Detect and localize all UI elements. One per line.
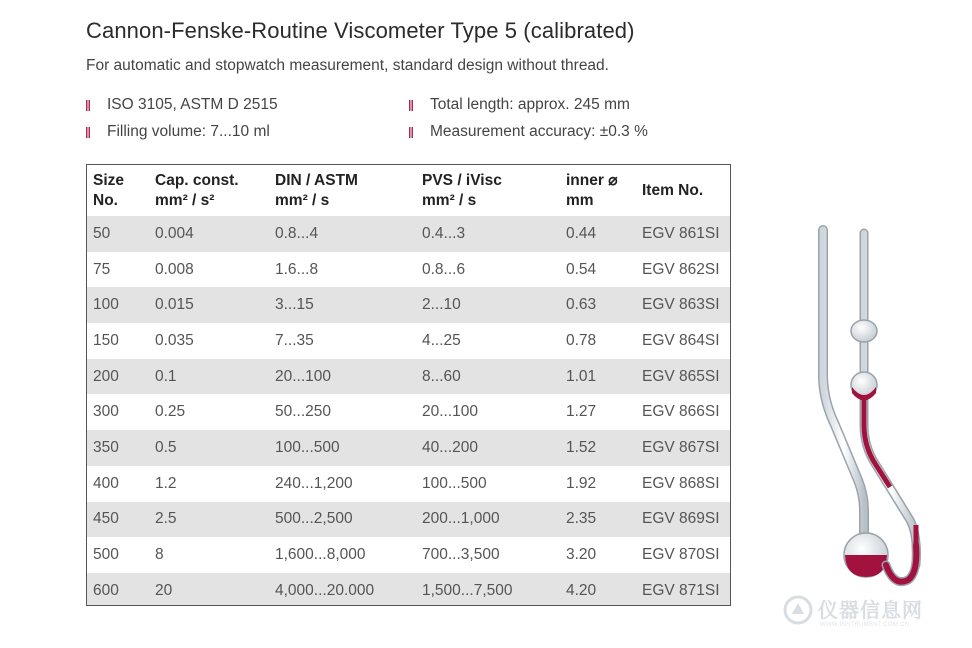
cell-size: 50 [87,216,155,252]
cell-size: 300 [93,403,119,421]
cell-inner-diameter: 0.63 [566,287,642,323]
table-row [87,323,730,359]
cell-din-astm: 1.6...8 [275,260,319,278]
spec-text: ISO 3105, ASTM D 2515 [107,96,278,113]
table-header-row [87,165,730,216]
cell-din-astm: 20...100 [275,359,422,395]
cell-cap-const: 0.5 [155,430,275,466]
cell-din-astm: 4,000...20.000 [275,573,422,606]
cell-din-astm: 50...250 [275,403,332,421]
cell-item-no: EGV 864SI [642,331,720,349]
table-row [87,359,730,395]
cell-size: 350 [87,430,155,466]
bullet-icon [409,100,413,111]
cell-cap-const: 0.004 [155,216,275,252]
cell-cap-const: 0.035 [155,331,194,349]
table-row [87,216,730,252]
table-row [87,466,730,502]
cell-item-no: EGV 865SI [642,359,730,395]
cell-inner-diameter: 2.35 [566,502,642,538]
cell-cap-const: 20 [155,573,275,606]
header-size: Size No. [93,172,125,209]
spec-item [82,96,278,114]
cell-size: 100 [87,287,155,323]
cell-pvs-ivisc: 2...10 [422,287,566,323]
cell-item-no: EGV 868SI [642,474,720,492]
cell-pvs-ivisc: 200...1,000 [422,502,566,538]
cell-inner-diameter: 3.20 [566,546,597,564]
cell-pvs-ivisc: 0.8...6 [422,260,466,278]
cell-item-no: EGV 869SI [642,502,730,538]
table-row [87,287,730,323]
cell-inner-diameter: 0.78 [566,331,597,349]
cell-inner-diameter: 1.27 [566,403,597,421]
cell-item-no: EGV 862SI [642,260,720,278]
watermark [782,592,962,638]
cell-cap-const: 1.2 [155,474,177,492]
cell-cap-const: 0.1 [155,359,275,395]
cell-size: 400 [93,474,119,492]
cell-size: 75 [93,260,111,278]
cell-pvs-ivisc: 8...60 [422,359,566,395]
table-row [87,394,730,430]
header-item-no: Item No. [642,182,704,199]
cell-pvs-ivisc: 40...200 [422,430,566,466]
table-body [87,216,730,606]
table-row [87,252,730,288]
cell-inner-diameter: 1.01 [566,359,642,395]
cell-din-astm: 240...1,200 [275,474,353,492]
cell-din-astm: 7...35 [275,331,314,349]
cell-din-astm: 0.8...4 [275,216,422,252]
cell-item-no: EGV 870SI [642,546,720,564]
cell-cap-const: 8 [155,546,164,564]
cell-pvs-ivisc: 100...500 [422,474,487,492]
cell-item-no: EGV 863SI [642,287,730,323]
cell-size: 500 [93,546,119,564]
table-row [87,430,730,466]
header-inner-diameter: inner ⌀ mm [566,172,618,209]
spec-text: Filling volume: 7...10 ml [107,123,270,140]
spec-item [405,96,630,114]
cell-din-astm: 1,600...8,000 [275,546,366,564]
spec-item [82,123,270,141]
cell-din-astm: 3...15 [275,287,422,323]
cell-size: 200 [87,359,155,395]
cell-cap-const: 0.25 [155,403,186,421]
cell-inner-diameter: 1.92 [566,474,597,492]
cell-size: 150 [93,331,119,349]
watermark-subtext: WWW.INSTRUMENT.COM.CN [820,622,910,628]
cell-pvs-ivisc: 4...25 [422,331,461,349]
cell-size: 450 [87,502,155,538]
cell-inner-diameter: 1.52 [566,430,642,466]
spec-text: Measurement accuracy: ±0.3 % [430,123,648,140]
viscometer-illustration [790,225,940,595]
cell-item-no: EGV 871SI [642,573,730,606]
spec-text: Total length: approx. 245 mm [430,96,630,113]
cell-size: 600 [87,573,155,606]
table-row [87,537,730,573]
cell-din-astm: 500...2,500 [275,502,422,538]
cell-item-no: EGV 867SI [642,430,730,466]
bullet-icon [86,127,90,138]
cell-cap-const: 0.008 [155,260,194,278]
watermark-text: 仪器信息网 [818,600,923,622]
cell-inner-diameter: 4.20 [566,573,642,606]
viscometer-table [86,164,731,606]
cell-cap-const: 2.5 [155,502,275,538]
cell-pvs-ivisc: 1,500...7,500 [422,573,566,606]
cell-item-no: EGV 861SI [642,216,730,252]
cell-inner-diameter: 0.44 [566,216,642,252]
table-row [87,502,730,538]
spec-item [405,123,648,141]
header-pvs-ivisc: PVS / iVisc mm² / s [422,172,502,209]
header-din-astm: DIN / ASTM mm² / s [275,172,358,209]
header-cap-const: Cap. const. mm² / s² [155,172,239,209]
cell-pvs-ivisc: 20...100 [422,403,479,421]
page-title: Cannon-Fenske-Routine Viscometer Type 5 (calibrated) [86,18,635,43]
cell-pvs-ivisc: 700...3,500 [422,546,500,564]
watermark-logo-icon [782,594,814,626]
cell-cap-const: 0.015 [155,287,275,323]
bullet-icon [86,100,90,111]
cell-pvs-ivisc: 0.4...3 [422,216,566,252]
cell-item-no: EGV 866SI [642,403,720,421]
page-subtitle: For automatic and stopwatch measurement, standard design without thread. [86,57,609,74]
cell-din-astm: 100...500 [275,430,422,466]
cell-inner-diameter: 0.54 [566,260,597,278]
bullet-icon [409,127,413,138]
table-row [87,573,730,606]
